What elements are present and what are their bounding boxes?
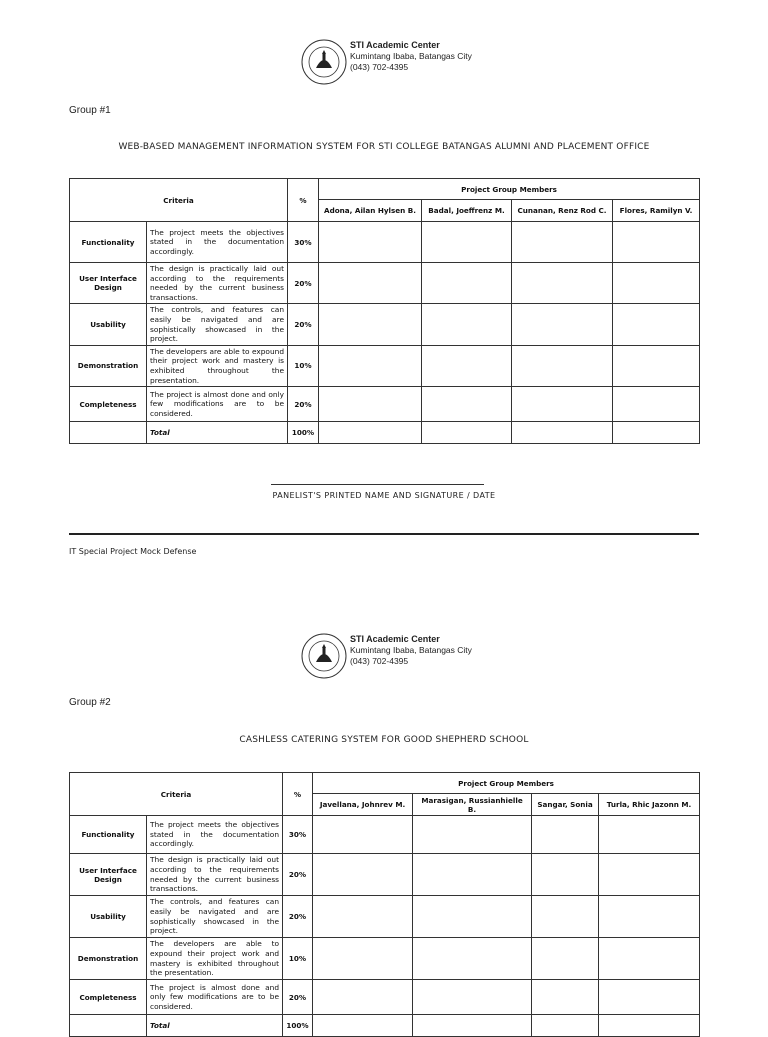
criterion-weight: 30%: [283, 816, 313, 854]
criterion-weight: 20%: [288, 304, 319, 345]
project-title: CASHLESS CATERING SYSTEM FOR GOOD SHEPHERD SCHOOL: [239, 735, 529, 745]
total-label: Total: [147, 1015, 283, 1037]
score-cell[interactable]: [413, 980, 532, 1015]
score-cell[interactable]: [512, 304, 613, 345]
empty-cell: [70, 1015, 147, 1037]
evaluation-table: [69, 772, 700, 1037]
members-header: Project Group Members: [313, 773, 700, 794]
criterion: Demonstration: [70, 345, 147, 386]
score-cell[interactable]: [599, 816, 700, 854]
score-cell[interactable]: [313, 938, 413, 980]
total-weight: 100%: [283, 1015, 313, 1037]
member-name: Sangar, Sonia: [532, 794, 599, 816]
member-name: Marasigan, Russianhielle B.: [413, 794, 532, 816]
score-cell[interactable]: [613, 222, 700, 263]
score-cell[interactable]: [319, 422, 422, 444]
signature-caption: PANELIST'S PRINTED NAME AND SIGNATURE / DATE: [272, 491, 496, 500]
group-label: Group #2: [69, 697, 111, 708]
table-row: [70, 222, 700, 263]
letterhead-text: [350, 634, 472, 667]
criterion: User Interface Design: [70, 263, 147, 304]
total-row: [70, 422, 700, 444]
criterion: Completeness: [70, 387, 147, 422]
total-row: [70, 1015, 700, 1037]
letterhead-text: [350, 40, 472, 73]
criterion-description: The project meets the objectives stated in the documentation accordingly.: [147, 816, 283, 854]
table-row: [70, 816, 700, 854]
empty-cell: [70, 422, 147, 444]
table-row: [70, 263, 700, 304]
score-cell[interactable]: [532, 980, 599, 1015]
criterion-description: The controls, and features can easily be navigated and are sophistically showcased in the project.: [147, 304, 288, 345]
score-cell[interactable]: [413, 816, 532, 854]
criterion-weight: 20%: [283, 980, 313, 1015]
score-cell[interactable]: [319, 263, 422, 304]
criterion-description: The project is almost done and only few modifications are to be considered.: [147, 980, 283, 1015]
member-name: Javellana, Johnrev M.: [313, 794, 413, 816]
table-row: [70, 304, 700, 345]
project-title: WEB-BASED MANAGEMENT INFORMATION SYSTEM FOR STI COLLEGE BATANGAS ALUMNI AND PLACEMENT OFFICE: [118, 142, 650, 152]
institution-phone: (043) 702-4395: [350, 656, 409, 666]
score-cell[interactable]: [512, 263, 613, 304]
score-cell[interactable]: [313, 1015, 413, 1037]
score-cell[interactable]: [319, 222, 422, 263]
criterion-description: The project is almost done and only few modifications are to be considered.: [147, 387, 288, 422]
score-cell[interactable]: [599, 854, 700, 896]
member-name: Cunanan, Renz Rod C.: [512, 200, 613, 222]
section-divider: [69, 533, 699, 535]
percent-header: %: [283, 773, 313, 816]
criterion-description: The developers are able to expound their project work and mastery is exhibited throughout the presentation.: [147, 345, 288, 386]
score-cell[interactable]: [512, 387, 613, 422]
criterion: Demonstration: [70, 938, 147, 980]
member-name: Flores, Ramilyn V.: [613, 200, 700, 222]
score-cell[interactable]: [422, 387, 512, 422]
score-cell[interactable]: [599, 980, 700, 1015]
group-label: Group #1: [69, 105, 111, 116]
criterion-weight: 10%: [288, 345, 319, 386]
letterhead: [300, 38, 560, 94]
sti-seal-icon: [300, 632, 348, 680]
criterion: Functionality: [70, 816, 147, 854]
letterhead: [300, 632, 560, 688]
score-cell[interactable]: [313, 896, 413, 938]
score-cell[interactable]: [512, 422, 613, 444]
percent-header: %: [288, 179, 319, 222]
evaluation-table: [69, 178, 700, 444]
criterion-weight: 20%: [283, 896, 313, 938]
institution-name: STI Academic Center: [350, 634, 440, 644]
score-cell[interactable]: [313, 854, 413, 896]
criterion-weight: 20%: [288, 263, 319, 304]
score-cell[interactable]: [319, 387, 422, 422]
table-row: [70, 854, 700, 896]
score-cell[interactable]: [422, 345, 512, 386]
score-cell[interactable]: [413, 1015, 532, 1037]
institution-name: STI Academic Center: [350, 40, 440, 50]
member-name: Adona, Ailan Hylsen B.: [319, 200, 422, 222]
score-cell[interactable]: [313, 980, 413, 1015]
member-name: Badal, Joeffrenz M.: [422, 200, 512, 222]
criterion-weight: 20%: [283, 854, 313, 896]
score-cell[interactable]: [512, 222, 613, 263]
criteria-header: Criteria: [70, 773, 283, 816]
score-cell[interactable]: [422, 222, 512, 263]
score-cell[interactable]: [422, 422, 512, 444]
table-row: [70, 345, 700, 386]
criterion-weight: 20%: [288, 387, 319, 422]
table-row: [70, 387, 700, 422]
score-cell[interactable]: [613, 422, 700, 444]
score-cell[interactable]: [512, 345, 613, 386]
score-cell[interactable]: [313, 816, 413, 854]
criterion-description: The developers are able to expound their project work and mastery is exhibited throughout the presentation.: [147, 938, 283, 980]
score-cell[interactable]: [613, 263, 700, 304]
score-cell[interactable]: [599, 938, 700, 980]
total-weight: 100%: [288, 422, 319, 444]
score-cell[interactable]: [422, 263, 512, 304]
footer-text: IT Special Project Mock Defense: [69, 547, 197, 556]
criterion-weight: 30%: [288, 222, 319, 263]
sti-seal-icon: [300, 38, 348, 86]
criterion: Functionality: [70, 222, 147, 263]
score-cell[interactable]: [532, 896, 599, 938]
score-cell[interactable]: [413, 938, 532, 980]
criterion: Usability: [70, 304, 147, 345]
score-cell[interactable]: [599, 896, 700, 938]
table-row: [70, 980, 700, 1015]
score-cell[interactable]: [613, 345, 700, 386]
signature-line: [271, 484, 484, 485]
criterion-weight: 10%: [283, 938, 313, 980]
criterion-description: The controls, and features can easily be navigated and are sophistically showcased in the project.: [147, 896, 283, 938]
criteria-header: Criteria: [70, 179, 288, 222]
criterion-description: The design is practically laid out according to the requirements needed by the current business transactions.: [147, 854, 283, 896]
score-cell[interactable]: [422, 304, 512, 345]
score-cell[interactable]: [613, 387, 700, 422]
criterion-description: The design is practically laid out according to the requirements needed by the current business transactions.: [147, 263, 288, 304]
criterion-description: The project meets the objectives stated in the documentation accordingly.: [147, 222, 288, 263]
score-cell[interactable]: [599, 1015, 700, 1037]
criterion: Completeness: [70, 980, 147, 1015]
score-cell[interactable]: [319, 345, 422, 386]
members-header: Project Group Members: [319, 179, 700, 200]
score-cell[interactable]: [319, 304, 422, 345]
institution-phone: (043) 702-4395: [350, 62, 409, 72]
score-cell[interactable]: [613, 304, 700, 345]
score-cell[interactable]: [532, 1015, 599, 1037]
score-cell[interactable]: [413, 854, 532, 896]
total-label: Total: [147, 422, 288, 444]
table-row: [70, 938, 700, 980]
score-cell[interactable]: [532, 816, 599, 854]
score-cell[interactable]: [413, 896, 532, 938]
member-name: Turla, Rhic Jazonn M.: [599, 794, 700, 816]
score-cell[interactable]: [532, 938, 599, 980]
criterion: Usability: [70, 896, 147, 938]
score-cell[interactable]: [532, 854, 599, 896]
table-row: [70, 896, 700, 938]
institution-address: Kumintang Ibaba, Batangas City: [350, 51, 472, 61]
institution-address: Kumintang Ibaba, Batangas City: [350, 645, 472, 655]
criterion: User Interface Design: [70, 854, 147, 896]
